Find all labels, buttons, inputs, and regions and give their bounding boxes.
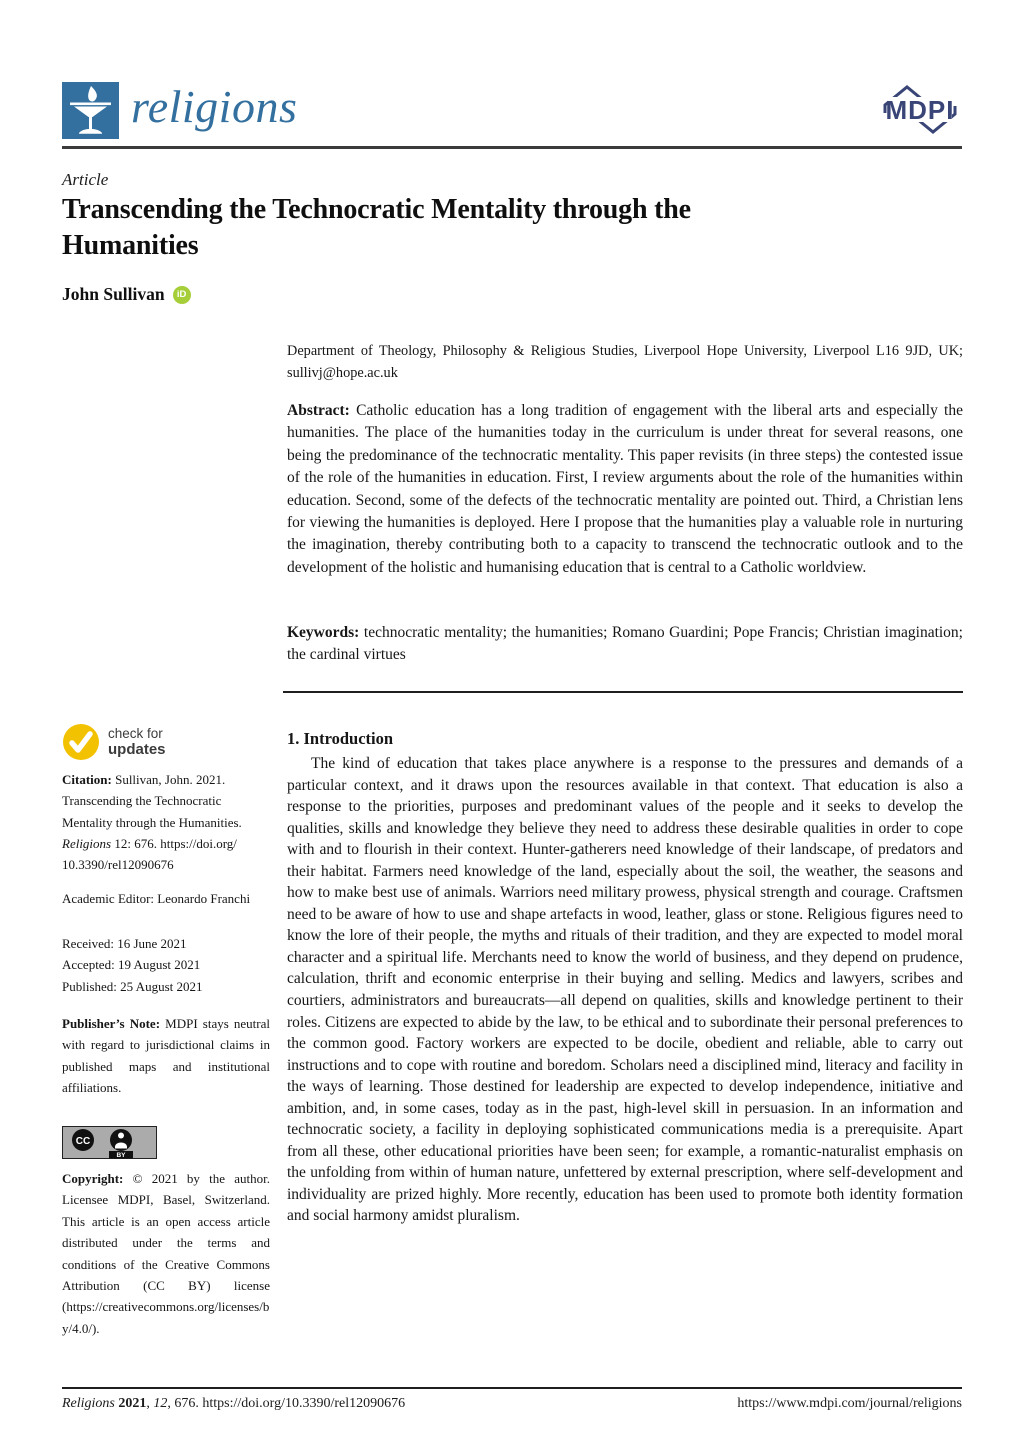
- keywords-text: technocratic mentality; the humanities; Romano Guardini; Pope Francis; Christian imagination; the cardinal virtues: [287, 624, 963, 664]
- footer: [62, 1396, 962, 1412]
- footer-citation: Religions 2021, 12, 676. https://doi.org/10.3390/rel12090676: [62, 1396, 406, 1411]
- footer-divider: [62, 1387, 962, 1389]
- section-divider: [283, 691, 963, 693]
- citation-line: Transcending the Technocratic: [62, 793, 222, 809]
- academic-editor: Academic Editor: Leonardo Franchi: [62, 891, 251, 906]
- received-date: Received: 16 June 2021: [62, 936, 187, 951]
- cc-by-license-badge[interactable]: [62, 1126, 157, 1159]
- section-heading: 1. Introduction: [287, 729, 394, 748]
- article-type-label: Article: [62, 170, 109, 189]
- copyright-text: © 2021 by the author. Licensee MDPI, Basel, Switzerland. This article is an open access article distributed under the terms and conditions of the Creative Commons Attribution (CC BY) license (https://creativecommons.org/licenses/by/4.0/).: [62, 1171, 270, 1336]
- publishers-note: [62, 1013, 270, 1099]
- updates-line: updates: [108, 741, 166, 758]
- footer-doi[interactable]: , 676. https://doi.org/10.3390/rel12090676: [167, 1396, 406, 1411]
- orcid-icon[interactable]: iD: [173, 286, 191, 304]
- citation-label: Citation:: [62, 772, 112, 787]
- page-title: Transcending the Technocratic Mentality through the Humanities: [62, 194, 691, 261]
- article-dates: [62, 933, 280, 997]
- check-icon: [62, 723, 100, 761]
- abstract-text: Catholic education has a long tradition of engagement with the liberal arts and especially the humanities. The place of the humanities today in the curriculum is under threat for several reasons, one being the predominance of the technocratic mentality. This paper revisits (in three steps) the contested issue of the role of the humanities in education. First, I review arguments about the role of the humanities within education. Second, some of the defects of the technocratic mentality are pointed out. Third, a Christian lens for viewing the humanities is deployed. Here I propose that the humanities play a valuable role in nurturing the imagination, thereby contributing both to a capacity to transcend the technocratic outlook and to the development of the holistic and humanising education that is central to a Catholic worldview.: [287, 402, 963, 576]
- check-for-updates-text: [108, 726, 166, 758]
- copyright-label: Copyright:: [62, 1171, 124, 1186]
- check-for-line: check for: [108, 726, 163, 741]
- affiliation: Department of Theology, Philosophy & Religious Studies, Liverpool Hope University, Liverpool L16 9JD, UK; sullivj@hope.ac.uk: [287, 343, 963, 381]
- journal-logo: [62, 82, 297, 139]
- mdpi-logo-text: MDPI: [885, 95, 955, 125]
- publishers-note-text: MDPI stays neutral with regard to jurisdictional claims in published maps and institutional affiliations.: [62, 1016, 270, 1096]
- mdpi-logo: [876, 80, 964, 140]
- publishers-note-label: Publisher’s Note:: [62, 1016, 161, 1031]
- copyright-block: [62, 1168, 270, 1339]
- chalice-icon: [62, 82, 119, 139]
- accepted-date: Accepted: 19 August 2021: [62, 957, 201, 973]
- check-for-updates-badge[interactable]: [62, 723, 166, 761]
- abstract: [287, 400, 963, 579]
- body-paragraph: The kind of education that takes place anywhere is a response to the pressures and demands of a particular context, and it draws upon the resources available in that context. That education is also a response to the priorities, purposes and predominant values of the people and it seeks to develop the qualities, skills and knowledge they believe they need to address these desirable qualities in order to cope with and to flourish in their context. Hunter-gatherers need knowledge of their landscape, of predators and their habitat. Farmers need knowledge of the land, especially about the soil, the weather, the seasons and how to make best use of animals. Warriors need military prowess, physical strength and courage. Craftsmen need to be aware of how to use and shape artefacts in wood, leather, glass or stone. Religious figures need to know the lore of their people, the myths and rituals of their tradition, and they are expected to model moral character and a spiritual life. Merchants need to know the world of business, and they depend on prudence, calculation, thrift and economic enterprise in their buying and selling. Medics and lawyers, scribes and courtiers, administrators and bureaucrats—all depend on qualities, skills and knowledge pertinent to their roles. Citizens are expected to abide by the law, to be ethical and to subordinate their personal preferences to the common good. Factory workers are expected to be docile, obedient and reliable, able to carry out instructions and to cope with routine and boredom. Scholars need a disciplined mind, literacy and facility in the ways of learning. Those destined for leadership are expected to develop independence, initiative and ambition, and, in some cases, today as in the past, high-level skill in persuasion. In an information and technocratic society, a facility in deploying sophisticated communications media is a prerequisite. Apart from all these, other educational priorities have been seen; for example, a romantic-naturalist emphasis on the unfolding from within of human nature, unfettered by external prescription, where self-development and individuality are prized highly. More recently, education has been used to promote both identity formation and social harmony amidst pluralism.: [287, 755, 963, 1225]
- published-date: Published: 25 August 2021: [62, 978, 203, 994]
- citation-line: Mentality through the Humanities.: [62, 814, 242, 830]
- by-icon: BY: [116, 1152, 126, 1159]
- footer-journal-url[interactable]: https://www.mdpi.com/journal/religions: [737, 1396, 962, 1411]
- citation-line: Religions 12: 676. https://doi.org/: [62, 835, 237, 851]
- citation-block: [62, 769, 274, 875]
- author-name: John Sullivan: [62, 284, 165, 304]
- cc-icon: CC: [75, 1136, 91, 1147]
- author-line: [62, 284, 191, 305]
- abstract-label: Abstract:: [287, 402, 350, 419]
- masthead-divider: [62, 146, 962, 149]
- citation-line: Citation: Sullivan, John. 2021.: [62, 772, 226, 787]
- journal-name: religions: [131, 80, 298, 132]
- keywords: [287, 622, 963, 667]
- citation-doi[interactable]: 10.3390/rel12090676: [62, 857, 174, 873]
- keywords-label: Keywords:: [287, 624, 360, 641]
